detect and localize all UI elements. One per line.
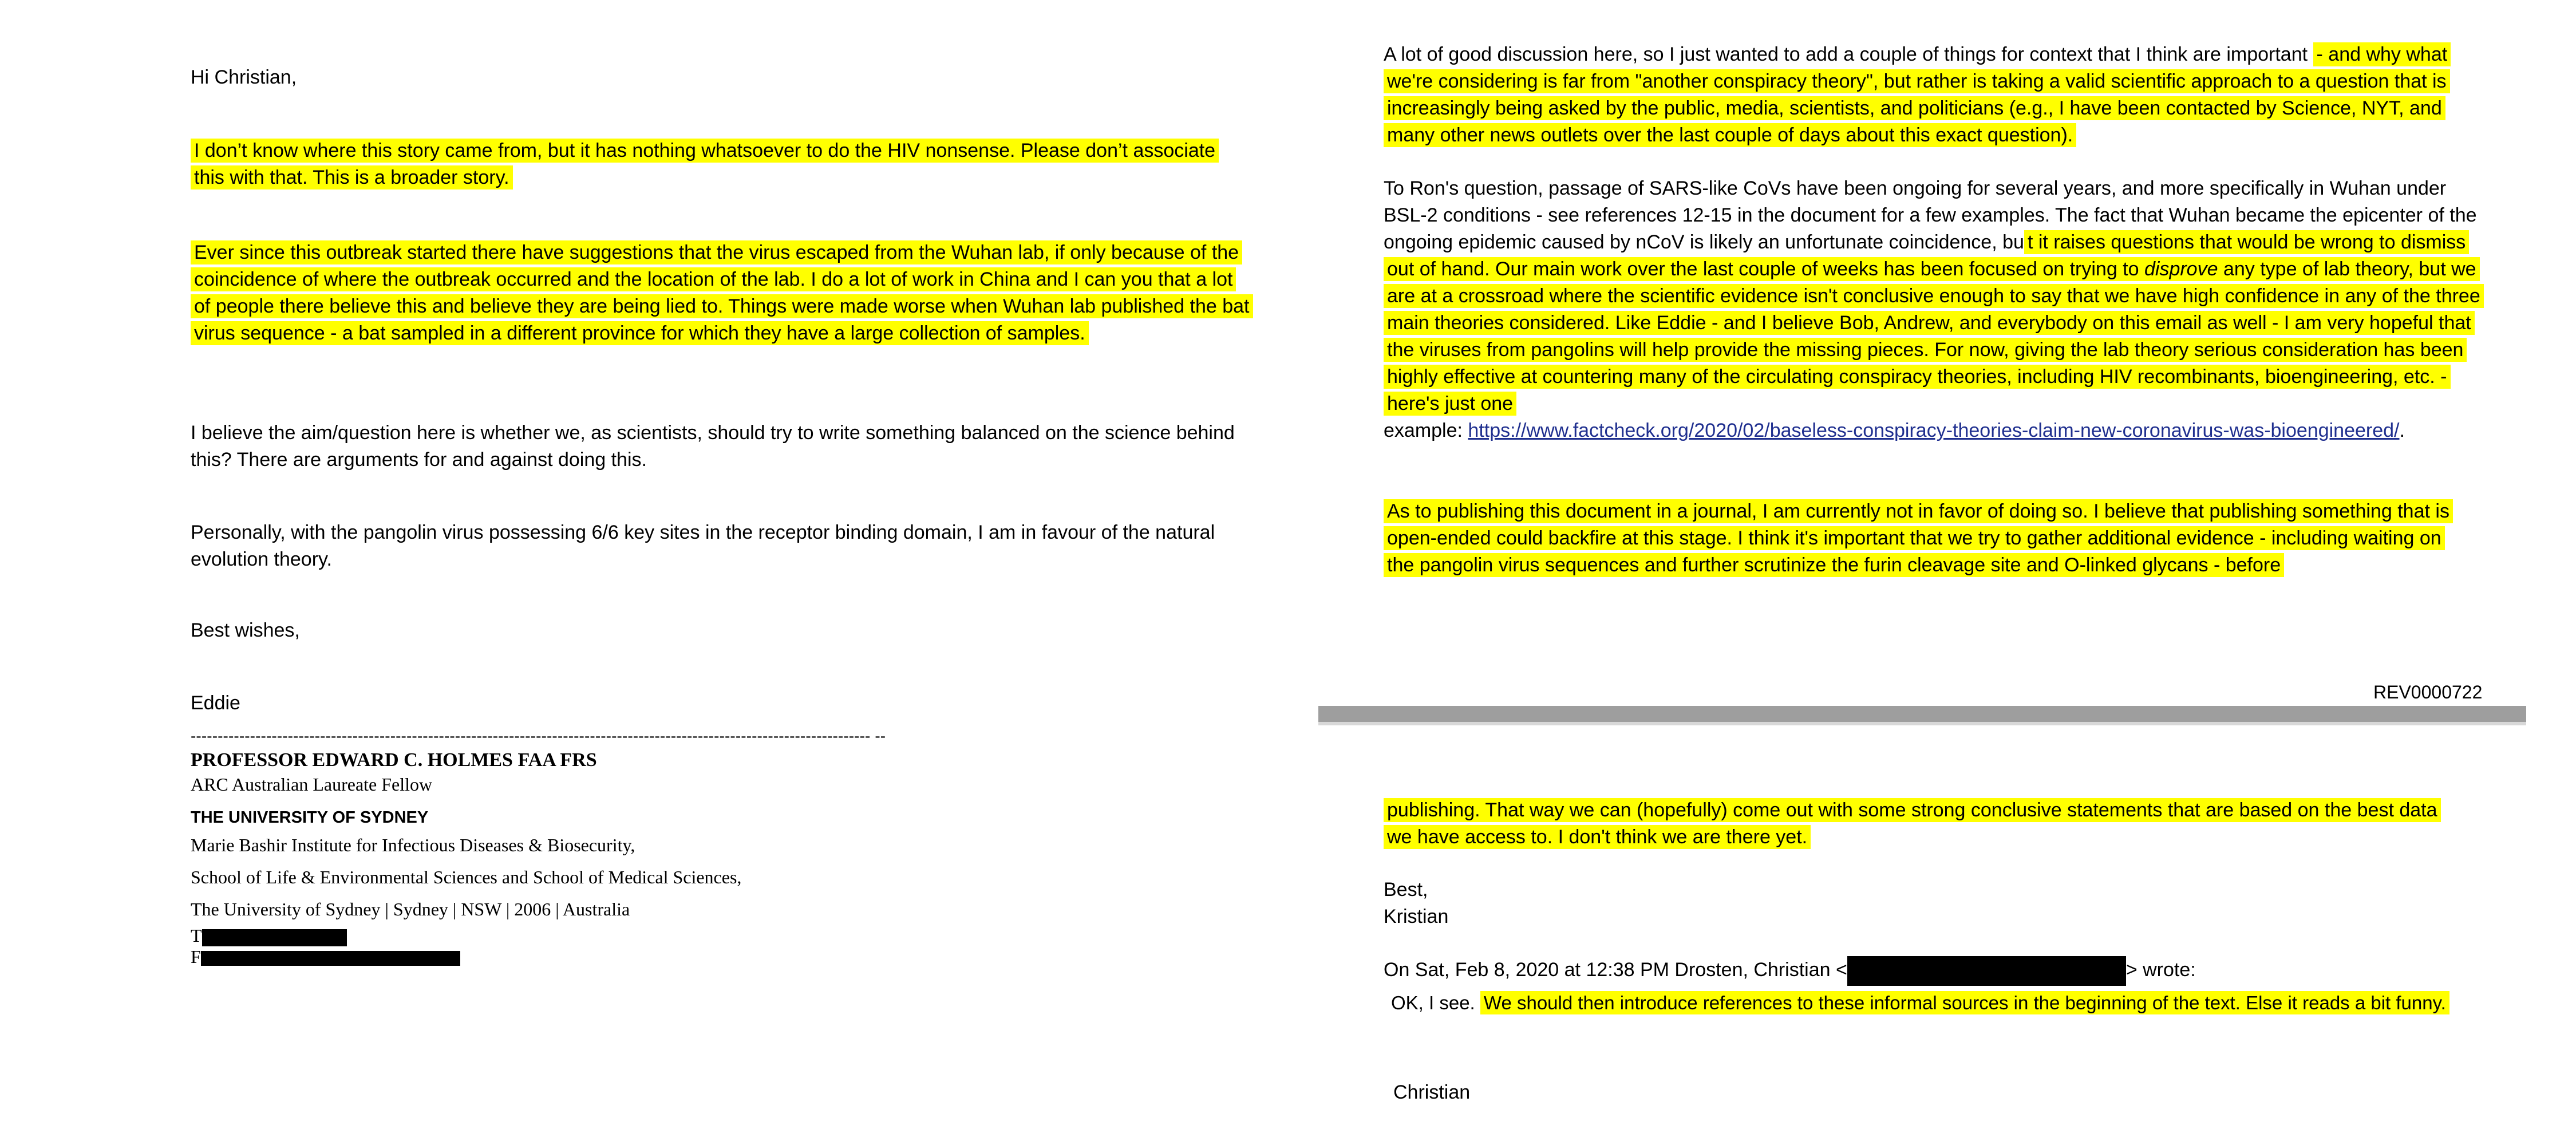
quoted-signoff: Christian: [1393, 1081, 1471, 1103]
email-signature: [191, 748, 741, 967]
signature-title: ARC Australian Laureate Fellow: [191, 774, 433, 795]
signer-name: Kristian: [1384, 906, 1449, 927]
paragraph-pangolin: Personally, with the pangolin virus possessing 6/6 key sites in the receptor binding domain, I am in favour of the natural evolution theory.: [191, 522, 1215, 570]
signature-phone: [191, 925, 741, 946]
quote-header-text: > wrote:: [2125, 958, 2196, 981]
highlight: I don’t know where this story came from, but it has nothing whatsoever to do the HIV nonsense. Please don’t associate this with that. This is a broader story.: [191, 139, 1219, 189]
redaction-bar: [202, 929, 347, 946]
page-id: REV0000722: [2373, 682, 2483, 702]
plain-text: To Ron's question, passage of SARS-like CoVs have been ongoing for several years, and more specifically in Wuhan under BSL-2 conditions - see references 12-15 in the document for a few examples. The fact that Wuhan became the epicenter of the ongoing epidemic caused by nCoV is likely an unfortunate coincidence, bu: [1384, 177, 2477, 253]
emphasis-disprove: disprove: [2144, 258, 2218, 280]
signature-name: PROFESSOR EDWARD C. HOLMES FAA FRS: [191, 749, 597, 771]
signature-divider: ------------------------------------------------------------------------------------------------------------------------------ --: [191, 727, 886, 745]
highlight-text: any type of lab theory, but we are at a crossroad where the scientific evidence isn't conclusive enough to say that we have high confidence in any of the three main theories considered. Like Eddie - and I believe Bob, Andrew, and everybody on this email as well - I am very hopeful that the viruses from pangolins will help provide the missing pieces. For now, giving the lab theory serious consideration has been highly effective at countering many of the circulating conspiracy theories, including HIV recombinants, bioengineering, etc. - here's just one: [1387, 258, 2480, 414]
greeting: Hi Christian,: [191, 66, 297, 88]
signature-schools: School of Life & Environmental Sciences and School of Medical Sciences,: [191, 867, 742, 887]
best-signoff: Best,: [1384, 879, 1428, 901]
highlight: [1384, 230, 2484, 416]
redaction-bar: [1847, 956, 2126, 986]
highlight: Ever since this outbreak started there have suggestions that the virus escaped from the Wuhan lab, if only because of the coincidence of where the outbreak occurred and the location of the lab. I do a lot of work in China and I can you that a lot of people there believe this and believe they are being lied to. Things were made worse when Wuhan lab published the bat virus sequence - a bat sampled in a different province for which they have a large collection of samples.: [191, 240, 1253, 345]
paragraph-publishing-continued: [1384, 797, 2466, 851]
sender-name: Eddie: [191, 692, 240, 714]
redaction-bar: [201, 951, 460, 966]
signoff: Best wishes,: [191, 619, 300, 641]
paragraph-hiv: [191, 137, 1250, 191]
highlight-text: t it raises questions that would be wrong to dismiss out of hand. Our main work over the last couple of weeks has been focused on trying to: [1387, 231, 2466, 280]
period: .: [2399, 420, 2405, 441]
phone-label: T: [191, 925, 202, 946]
quoted-message: [1391, 990, 2467, 1016]
highlight: We should then introduce references to these informal sources in the beginning of the text. Else it reads a bit funny.: [1480, 991, 2449, 1014]
paragraph-rons-question: [1384, 175, 2483, 444]
highlight: - and why what we're considering is far from "another conspiracy theory", but rather is taking a valid scientific approach to a question that is increasingly being asked by the public, media, scientists, and politicians (e.g., I have been contacted by Science, NYT, and many other news outlets over the last couple of days about this exact question).: [1384, 42, 2451, 147]
fax-label: F: [191, 946, 201, 967]
factcheck-link[interactable]: https://www.factcheck.org/2020/02/baseless-conspiracy-theories-claim-new-coronavirus-was-bioengineered/: [1468, 420, 2400, 441]
quote-header-text: On Sat, Feb 8, 2020 at 12:38 PM Drosten, Christian <: [1384, 958, 1847, 981]
example-label: example:: [1384, 420, 1468, 441]
signature-university: THE UNIVERSITY OF SYDNEY: [191, 808, 429, 827]
paragraph-publishing: [1384, 498, 2466, 579]
paragraph-aim: I believe the aim/question here is whether we, as scientists, should try to write something balanced on the science behind this? There are arguments for and against doing this.: [191, 422, 1235, 471]
signature-address: The University of Sydney | Sydney | NSW | 2006 | Australia: [191, 899, 630, 919]
paragraph-wuhan-lab: [191, 239, 1250, 347]
page-divider: [1318, 706, 2526, 722]
highlight: As to publishing this document in a journal, I am currently not in favor of doing so. I believe that publishing something that is open-ended could backfire at this stage. I think it's important that we try to gather additional evidence - including waiting on the pangolin virus sequences and further scrutinize the furin cleavage site and O-linked glycans - before: [1384, 499, 2453, 577]
highlight: publishing. That way we can (hopefully) come out with some strong conclusive statements that are based on the best data we have access to. I don't think we are there yet.: [1384, 798, 2441, 849]
signature-fax: [191, 946, 741, 967]
quoted-header: [1384, 956, 2196, 986]
plain-text: OK, I see.: [1391, 992, 1480, 1013]
signature-institute: Marie Bashir Institute for Infectious Diseases & Biosecurity,: [191, 835, 635, 855]
plain-text: A lot of good discussion here, so I just wanted to add a couple of things for context that I think are important: [1384, 44, 2313, 65]
paragraph-context: [1384, 41, 2466, 149]
